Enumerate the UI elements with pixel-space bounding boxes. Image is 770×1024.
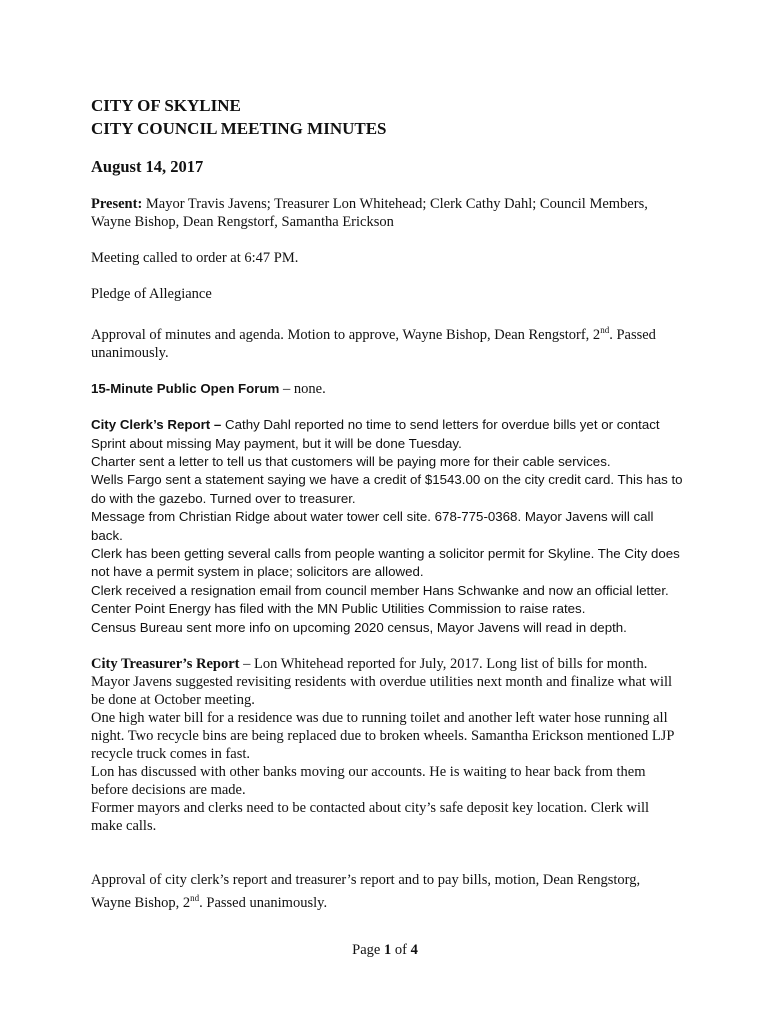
approval-reports-text: Approval of city clerk’s report and treasurer’s report and to pay bills, motion, Dean Rengstorg, Wayne Bishop, 2 bbox=[91, 872, 641, 911]
clerk-report-line: Census Bureau sent more info on upcoming 2020 census, Mayor Javens will read in depth. bbox=[91, 619, 627, 635]
clerk-report-line: Wells Fargo sent a statement saying we have a credit of $1543.00 on the city credit card. This has to do with the gazebo. Turned over to treasurer. bbox=[91, 472, 683, 506]
clerk-report-line: Center Point Energy has filed with the MN Public Utilities Commission to raise rates. bbox=[91, 601, 586, 617]
approval-minutes-text: Approval of minutes and agenda. Motion to approve, Wayne Bishop, Dean Rengstorf, 2 bbox=[91, 326, 601, 343]
approval-reports-sup: nd bbox=[190, 893, 200, 904]
minutes-page bbox=[91, 94, 683, 912]
treasurer-report-section bbox=[91, 655, 683, 835]
clerk-report-line: Clerk received a resignation email from council member Hans Schwanke and now an official letter. bbox=[91, 582, 669, 598]
approval-minutes-sup: nd bbox=[600, 325, 610, 335]
public-forum-text: – none. bbox=[279, 380, 326, 397]
clerk-report-line: Message from Christian Ridge about water tower cell site. 678-775-0368. Mayor Javens will call back. bbox=[91, 509, 654, 543]
footer-prefix: Page bbox=[352, 942, 384, 958]
present-label: Present: bbox=[91, 196, 143, 212]
clerk-report-line: Clerk has been getting several calls from people wanting a solicitor permit for Skyline. The City does not have a permit system in place; solicitors are allowed. bbox=[91, 546, 680, 580]
footer-page-number: 1 bbox=[383, 942, 392, 958]
clerk-report-line: Charter sent a letter to tell us that customers will be paying more for their cable services. bbox=[91, 454, 611, 470]
approval-reports-tail: . Passed unanimously. bbox=[199, 894, 328, 911]
document-title-heading: CITY COUNCIL MEETING MINUTES bbox=[91, 119, 387, 138]
approval-reports-paragraph bbox=[91, 871, 683, 912]
approval-minutes-paragraph bbox=[91, 321, 683, 362]
treasurer-report-line: One high water bill for a residence was due to running toilet and another left water hose running all night. Two recycle bins are being replaced due to broken wheels. Samantha Erickson mentioned LJP recycle truck comes in fast. bbox=[91, 710, 674, 763]
clerk-report-section bbox=[91, 416, 683, 637]
approval-minutes-tail: . Passed unanimously. bbox=[91, 326, 656, 361]
clerk-report-line-1 bbox=[91, 416, 683, 453]
treasurer-report-text: – Lon Whitehead reported for July, 2017. Long list of bills for month. Mayor Javens suggested revisiting residents with overdue utilities next month and finalize what will be done at October meeting. bbox=[91, 656, 673, 709]
treasurer-report-line-1 bbox=[91, 655, 683, 709]
treasurer-report-label: City Treasurer’s Report bbox=[91, 656, 240, 673]
called-to-order: Meeting called to order at 6:47 PM. bbox=[91, 250, 299, 266]
footer-page-total: 4 bbox=[410, 942, 418, 958]
footer-middle: of bbox=[391, 942, 411, 958]
pledge: Pledge of Allegiance bbox=[91, 286, 212, 302]
clerk-report-label: City Clerk’s Report – bbox=[91, 417, 222, 433]
page-footer bbox=[0, 942, 770, 959]
clerk-report-text: Cathy Dahl reported no time to send letters for overdue bills yet or contact Sprint about missing May payment, but it will be done Tuesday. bbox=[91, 417, 660, 451]
city-name-heading: CITY OF SKYLINE bbox=[91, 96, 241, 115]
treasurer-report-line: Former mayors and clerks need to be contacted about city’s safe deposit key location. Clerk will make calls. bbox=[91, 800, 650, 835]
public-forum-paragraph bbox=[91, 380, 683, 398]
present-text: Mayor Travis Javens; Treasurer Lon Whitehead; Clerk Cathy Dahl; Council Members, Wayne Bishop, Dean Rengstorf, Samantha Erickson bbox=[91, 196, 648, 230]
meeting-date: August 14, 2017 bbox=[91, 157, 204, 176]
public-forum-label: 15-Minute Public Open Forum bbox=[91, 380, 280, 396]
treasurer-report-line: Lon has discussed with other banks moving our accounts. He is waiting to hear back from them before decisions are made. bbox=[91, 764, 646, 799]
present-paragraph bbox=[91, 195, 683, 231]
